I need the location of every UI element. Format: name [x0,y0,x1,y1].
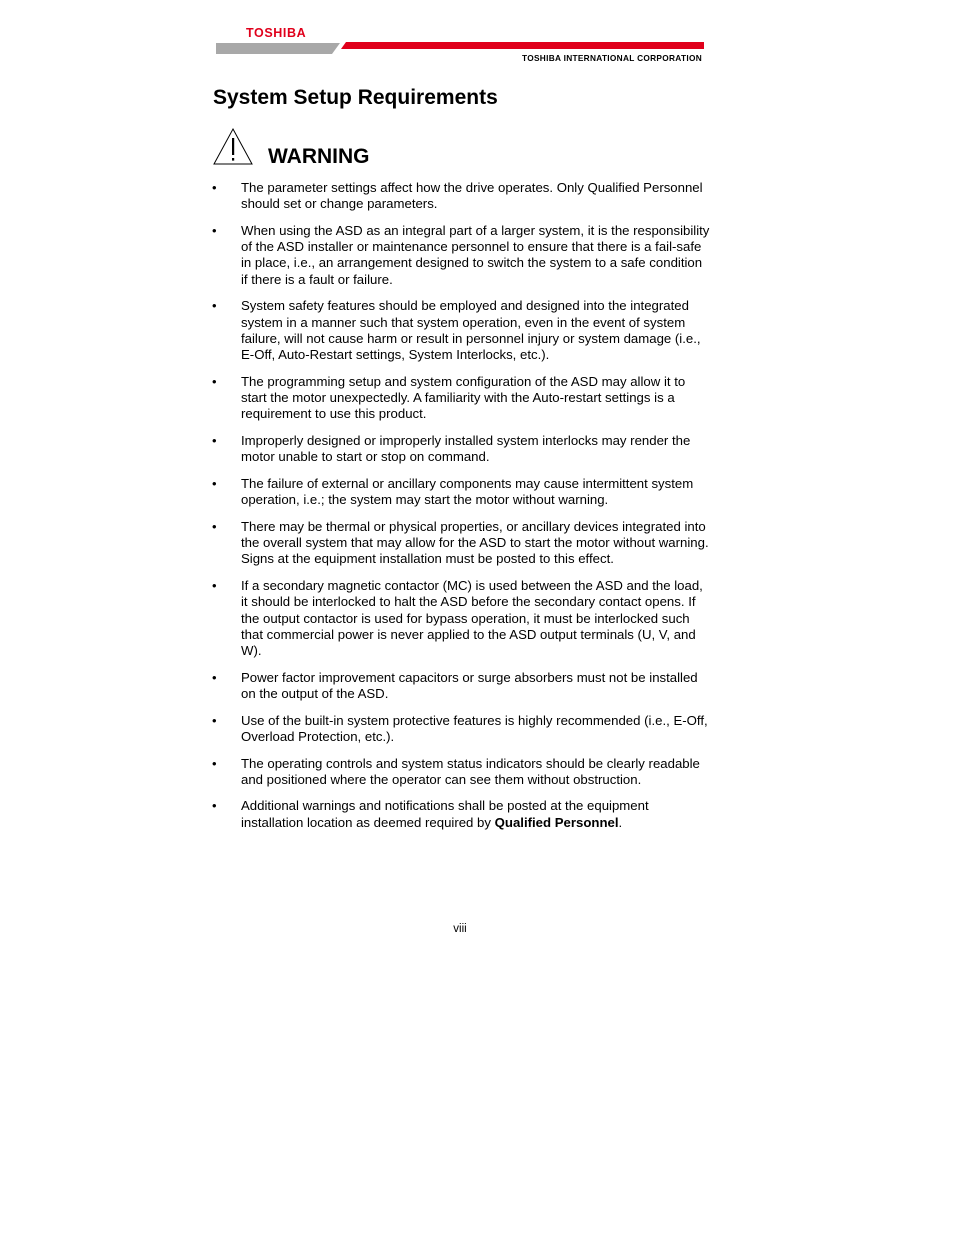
list-item-text-end: . [618,814,623,830]
bullet-icon: • [212,712,217,728]
list-item-text: Use of the built-in system protective features is highly recommended (i.e., E-Off, Overload Protection, etc.). [241,712,708,744]
list-item-text: System safety features should be employed and designed into the integrated system in a manner such that system operation, even in the event of system failure, will not cause harm or result in personnel injury or system damage (i.e., E-Off, Auto-Restart settings, System Interlocks, etc.). [241,298,701,363]
bullet-icon: • [212,798,217,814]
list-item [212,476,712,509]
list-item [212,433,712,466]
bullet-icon: • [212,518,217,534]
page-number: viii [453,923,467,935]
list-item [212,713,712,746]
bullet-icon: • [212,475,217,491]
list-item [212,519,712,568]
list-item-text: The programming setup and system configuration of the ASD may allow it to start the motor unexpectedly. A familiarity with the Auto-restart settings is a requirement to use this product. [241,373,686,422]
toshiba-logo: TOSHIBA [246,26,307,40]
list-item-text: Additional warnings and notifications shall be posted at the equipment installation location as deemed required by [241,798,649,830]
header-bar-gray [216,43,340,54]
bullet-icon: • [212,433,217,449]
list-item [212,670,712,703]
list-item-text: Power factor improvement capacitors or surge absorbers must not be installed on the output of the ASD. [241,669,698,702]
list-item-text: If a secondary magnetic contactor (MC) is used between the ASD and the load, it should be interlocked to halt the ASD before the secondary contact opens. If the output contactor is used for bypass operation, it must be interlocked such that commercial power is never applied to the ASD output terminals (U, V, and W). [241,578,703,659]
bullet-icon: • [212,578,217,594]
corporation-name: TOSHIBA INTERNATIONAL CORPORATION [522,53,702,63]
page-title: System Setup Requirements [213,86,498,109]
bullet-icon: • [212,755,217,771]
list-item [212,578,712,659]
header-bar-red [341,42,704,49]
list-item-text: The operating controls and system status indicators should be clearly readable and positioned where the operator can see them without obstruction. [241,755,700,787]
warning-triangle-icon [212,127,254,166]
list-item-text: There may be thermal or physical properties, or ancillary devices integrated into the overall system that may allow for the ASD to start the motor without warning. Signs at the equipment installation must be posted to this effect. [241,518,709,567]
bullet-icon: • [212,298,217,314]
warning-title: WARNING [268,145,370,168]
bullet-icon: • [212,669,217,685]
list-item [212,180,712,213]
list-item-text: The failure of external or ancillary components may cause intermittent system operation, i.e.; the system may start the motor without warning. [241,475,694,508]
warning-bullet-list [212,180,712,841]
list-item [212,374,712,423]
bullet-icon: • [212,222,217,238]
list-item [212,298,712,363]
bullet-icon: • [212,373,217,389]
bullet-icon: • [212,180,217,195]
list-item-text: When using the ASD as an integral part of a larger system, it is the responsibility of the ASD installer or maintenance personnel to ensure that there is a fail-safe in place, i.e., an arrangement designed to switch the system to a safe condition if there is a fault or failure. [241,222,710,287]
list-item-text: Improperly designed or improperly installed system interlocks may render the motor unable to start or stop on command. [241,433,691,465]
list-item-text: The parameter settings affect how the drive operates. Only Qualified Personnel should set or change parameters. [241,180,703,212]
qualified-personnel-text: Qualified Personnel [494,814,619,830]
list-item [212,798,712,831]
list-item [212,756,712,789]
list-item [212,223,712,288]
